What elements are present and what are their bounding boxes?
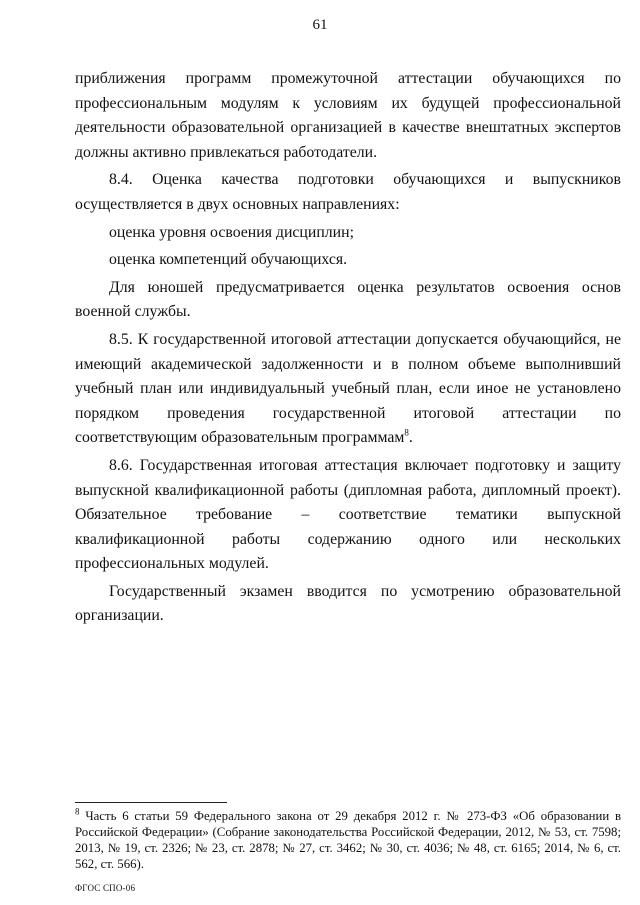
body-text [75,67,621,629]
page-number: 61 [312,17,328,33]
footnote-marker: 8 [75,806,80,817]
paragraph-military-service: Для юношей предусматривается оценка результатов освоения основ военной службы. [75,278,621,321]
paragraph-continuation: приближения программ промежуточной аттестации обучающихся по профессиональным модулям к условиям их будущей профессиональной деятельности образовательной организацией в качестве внештатных экспертов должны активно привлекаться работодатели. [75,70,621,161]
document-code: ФГОС СПО-06 [75,883,136,893]
list-item-disciplines: оценка уровня освоения дисциплин; [109,223,354,241]
list-item-competencies: оценка компетенций обучающихся. [109,251,348,269]
paragraph-8-5: 8.5. К государственной итоговой аттестации допускается обучающийся, не имеющий академической задолженности и в полном объеме выполнивший учебный план или индивидуальный учебный план, если иное не установлено порядком проведения государственной итоговой аттестации по соответствующим образовательным программам$^8$. [75,330,621,447]
paragraph-8-6: 8.6. Государственная итоговая аттестация включает подготовку и защиту выпускной квалификационной работы (дипломная работа, дипломный проект). Обязательное требование – соответствие тематики выпускной квалификационной работы содержанию одного или нескольких профессиональных модулей. [75,456,621,573]
paragraph-state-exam: Государственный экзамен вводится по усмотрению образовательной организации. [75,582,621,625]
footnote-divider [75,802,227,803]
paragraph-8-5-text: 8.5. К государственной итоговой аттестации допускается обучающийся, не имеющий академической задолженности и в полном объеме выполнивший учебный план или индивидуальный учебный план, если иное не установлено порядком проведения государственной итоговой аттестации по соответствующим образовательным программам [75,330,621,447]
paragraph-8-4: 8.4. Оценка качества подготовки обучающихся и выпускников осуществляется в двух основных направлениях: [75,171,621,213]
footnote-text: Часть 6 статьи 59 Федерального закона от 29 декабря 2012 г. № 273-ФЗ «Об образовании в Российской Федерации» (Собрание законодательства Российской Федерации, 2012, № 53, ст. 7598; 2013, № 19, ст. 2326; № 23, ст. 2878; № 27, ст. 3462; № 30, ст. 4036; № 48, ст. 6165; 2014, № 6, ст. 562, ст. 566). [75,809,622,871]
footnote-reference: 8 [404,428,409,439]
footnote [75,808,621,872]
